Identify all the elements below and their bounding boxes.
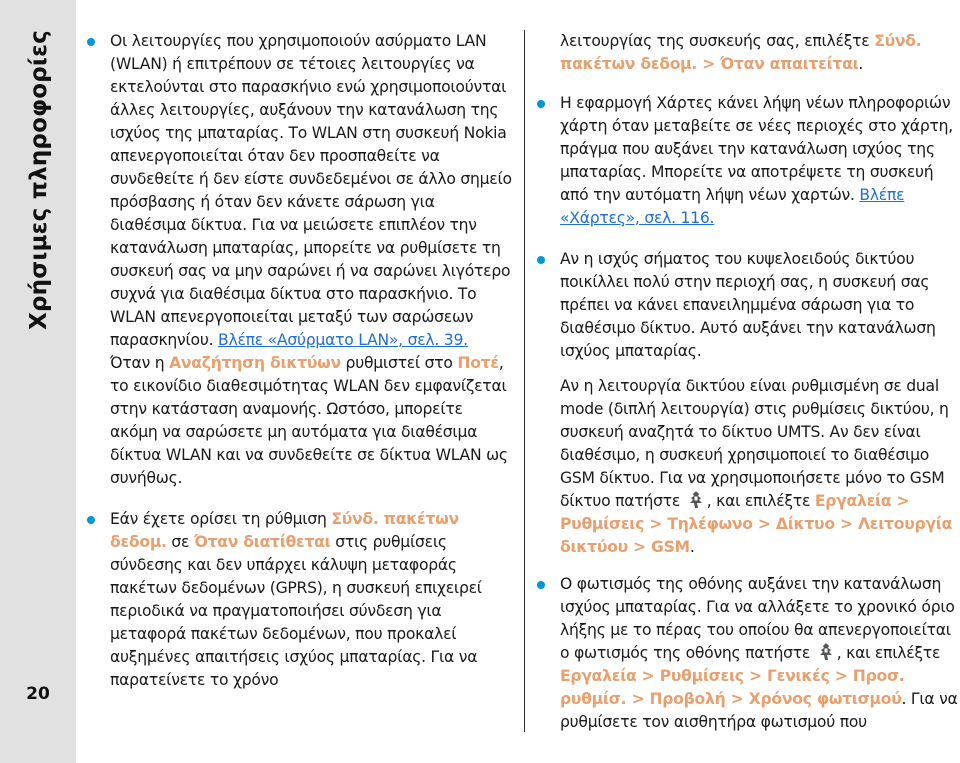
packet-data-setting-2: Σύνδ. πακέτων δεδομ. — [560, 32, 922, 73]
when-needed-value: Όταν απαιτείται — [720, 55, 859, 73]
network-mode-paragraph: Αν η λειτουργία δικτύου είναι ρυθμισμένη σε dual mode (διπλή λειτουργία) στις ρυθμίσεις δικτύου, η συσκευή αναζητά το δίκτυο UMTS. Αν δεν είναι διαθέσιμο, η συσκευή χρησιμοποιεί το διαθέσιμο GSM δίκτυο. Για να χρησιμοποιήσετε μόνο το GSM δίκτυο πατήστε , και επιλέξτε Εργαλεία > Ρυθμίσεις > Τηλέφωνο > Δίκτυο > Λειτουργία δικτύου > GSM. — [560, 377, 953, 556]
settings-menu: Ρυθμίσεις — [659, 667, 744, 685]
gsm-option: GSM — [651, 538, 690, 556]
never-value: Ποτέ — [457, 354, 499, 372]
menu-key-icon — [816, 642, 836, 662]
light-timeout-menu: Χρόνος φωτισμού — [748, 690, 902, 708]
general-menu: Γενικές — [767, 667, 830, 685]
left-column — [110, 30, 512, 692]
wlan-bullet: Οι λειτουργίες που χρησιμοποιούν ασύρματο LAN (WLAN) ή επιτρέπουν σε τέτοιες λειτουργίες να εκτελούνται στο παρασκήνιο ενώ χρησιμοποιούνται άλλες λειτουργίες, αυξάνουν την κατανάλωση της ισχύος της μπαταρίας. Το WLAN στη συσκευή Nokia απενεργοποιείται όταν δεν προσπαθείτε να συνδεθείτε ή δεν είστε συνδεδεμένοι σε άλλο σημείο πρόσβασης ή όταν δεν κάνετε σάρωση για διαθέσιμα δίκτυα. Για να μειώσετε επιπλέον την κατανάλωση μπαταρίας, μπορείτε να ρυθμίσετε τη συσκευή σας να μην σαρώνει ή να σαρώνει λιγότερο συχνά για διαθέσιμα δίκτυα στο παρασκήνιο. Το WLAN απενεργοποιείται μεταξύ των σαρώσεων παρασκηνίου. Βλέπε «Ασύρματο LAN», σελ. 39. Όταν η Αναζήτηση δικτύων ρυθμιστεί στο Ποτέ, το εικονίδιο διαθεσιμότητας WLAN δεν εμφανίζεται στην κατάσταση αναμονής. Ωστόσο, μπορείτε ακόμη να σαρώσετε μη αυτόματα για διαθέσιμα δίκτυα WLAN και να συνδεθείτε σε δίκτυα WLAN ως συνήθως. — [110, 30, 512, 490]
tools-menu: Εργαλεία — [560, 667, 637, 685]
settings-menu: Ρυθμίσεις — [560, 515, 645, 533]
phone-menu: Τηλέφωνο — [667, 515, 753, 533]
network-menu: Δίκτυο — [775, 515, 835, 533]
packet-data-bullet: Εάν έχετε ορίσει τη ρύθμιση Σύνδ. πακέτων δεδομ. σε Όταν διατίθεται στις ρυθμίσεις σύνδεσης και δεν υπάρχει κάλυψη μεταφοράς πακέτων δεδομένων (GPRS), η συσκευή επιχειρεί περιοδικά να πραγματοποιήσει σύνδεση για μεταφορά πακέτων δεδομένων, που προκαλεί αυξημένες απαιτήσεις ισχύος μπαταρίας. Για να παρατείνετε το χρόνο — [110, 508, 512, 692]
signal-strength-bullet: Αν η ισχύς σήματος του κυψελοειδούς δικτύου ποικίλλει πολύ στην περιοχή σας, η συσκευή σας πρέπει να κάνει επανειλημμένα σάρωση για το διαθέσιμο δίκτυο. Αυτό αυξάνει την κατανάλωση ισχύος μπαταρίας. — [560, 248, 960, 363]
packet-data-continuation: λειτουργίας της συσκευής σας, επιλέξτε Σύνδ. πακέτων δεδομ. > Όταν απαιτείται. — [560, 32, 922, 73]
display-lighting-bullet: Ο φωτισμός της οθόνης αυξάνει την κατανάλωση ισχύος μπαταρίας. Για να αλλάξετε το χρονικό όριο λήξης με το πέρας του οποίου θα απενεργοποιείται ο φωτισμός της οθόνης πατήστε , και επιλέξτε Εργαλεία > Ρυθμίσεις > Γενικές > Προσ. ρυθμίσ. > Προβολή > Χρόνος φωτισμού. Για να ρυθμίσετε τον αισθητήρα φωτισμού που — [560, 573, 960, 734]
personalisation-menu: Προσ. ρυθμίσ. — [560, 667, 905, 708]
packet-data-setting: Σύνδ. πακέτων δεδομ. — [110, 510, 459, 551]
wlan-link[interactable]: Βλέπε «Ασύρματο LAN», σελ. 39. — [218, 331, 468, 349]
menu-key-icon — [686, 490, 706, 510]
network-search-setting: Αναζήτηση δικτύων — [169, 354, 341, 372]
right-column — [560, 30, 960, 734]
section-title: Χρήσιμες πληροφορίες — [26, 30, 52, 330]
network-mode-menu: Λειτουργία δικτύου — [560, 515, 953, 556]
column-divider — [524, 30, 525, 732]
page-number: 20 — [26, 684, 50, 704]
maps-link[interactable]: Βλέπε «Χάρτες», σελ. 116. — [560, 186, 905, 227]
sidebar — [0, 0, 76, 763]
when-available-value: Όταν διατίθεται — [193, 533, 331, 551]
tools-menu: Εργαλεία — [814, 492, 892, 510]
display-menu: Προβολή — [649, 690, 726, 708]
maps-bullet: Η εφαρμογή Χάρτες κάνει λήψη νέων πληροφοριών χάρτη όταν μεταβείτε σε νέες περιοχές στο χάρτη, πράγμα που αυξάνει την κατανάλωση ισχύος της μπαταρίας. Μπορείτε να αποτρέψετε τη συσκευή από την αυτόματη λήψη νέων χαρτών. Βλέπε «Χάρτες», σελ. 116. — [560, 92, 960, 230]
